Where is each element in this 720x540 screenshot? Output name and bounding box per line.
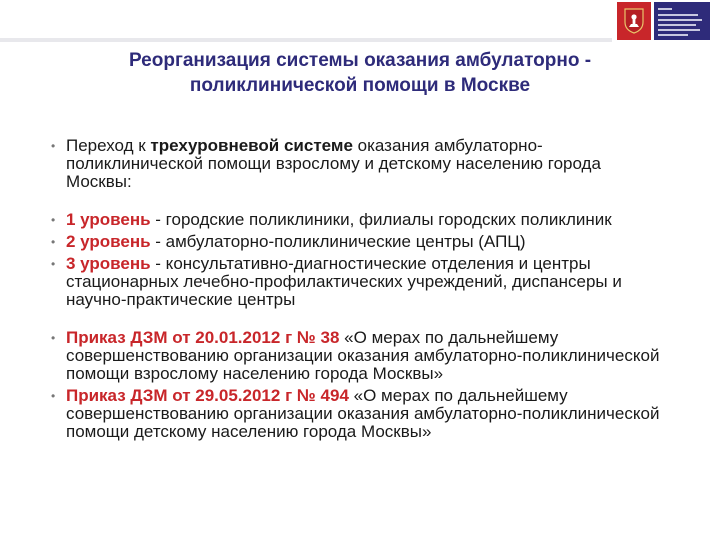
slide-content — [0, 137, 720, 441]
list-item-three-level-system — [0, 137, 666, 191]
item-text: - амбулаторно-поликлинические центры (АПЦ) — [150, 232, 526, 251]
item-text: оказания амбулаторно-поликлинической помощи взрослому и детскому населению города Москвы: — [66, 136, 601, 191]
list-item-order-38 — [0, 329, 666, 383]
list-item-level-1 — [0, 211, 666, 229]
header-divider — [0, 38, 612, 42]
item-bold-text: трехуровневой системе — [150, 136, 353, 155]
item-text: - консультативно-диагностические отделения и центры стационарных лечебно-профилактических учреждений, диспансеры и научно-практические центры — [66, 254, 622, 309]
bullet-icon: • — [51, 139, 56, 153]
bullet-icon: • — [51, 331, 56, 345]
slide-title-line-1: Реорганизация системы оказания амбулаторно - — [128, 50, 592, 71]
bullet-icon: • — [51, 213, 56, 227]
shield-icon — [624, 8, 644, 34]
health-department-logo — [654, 2, 710, 40]
item-level-label: 2 уровень — [66, 232, 151, 251]
order-reference: Приказ ДЗМ от 20.01.2012 г № 38 — [66, 328, 340, 347]
order-reference: Приказ ДЗМ от 29.05.2012 г № 494 — [66, 386, 349, 405]
slide-title — [40, 48, 680, 98]
item-level-label: 3 уровень — [66, 254, 151, 273]
bullet-icon: • — [51, 257, 56, 271]
list-item-order-494 — [0, 387, 666, 441]
item-text: Переход к — [66, 136, 151, 155]
item-level-label: 1 уровень — [66, 210, 151, 229]
item-text: «О мерах по дальнейшему совершенствованию организации оказания амбулаторно-поликлинической помощи взрослому населению города Москвы» — [66, 328, 660, 383]
bullet-icon: • — [51, 235, 56, 249]
bullet-icon: • — [51, 389, 56, 403]
item-text: «О мерах по дальнейшему совершенствованию организации оказания амбулаторно-поликлинической помощи детскому населению города Москвы» — [66, 386, 660, 441]
list-item-level-2 — [0, 233, 666, 251]
slide-title-line-2: поликлинической помощи в Москве — [189, 75, 531, 96]
item-text: - городские поликлиники, филиалы городских поликлиник — [150, 210, 612, 229]
list-item-level-3 — [0, 255, 666, 309]
moscow-coat-of-arms-icon — [617, 2, 651, 40]
